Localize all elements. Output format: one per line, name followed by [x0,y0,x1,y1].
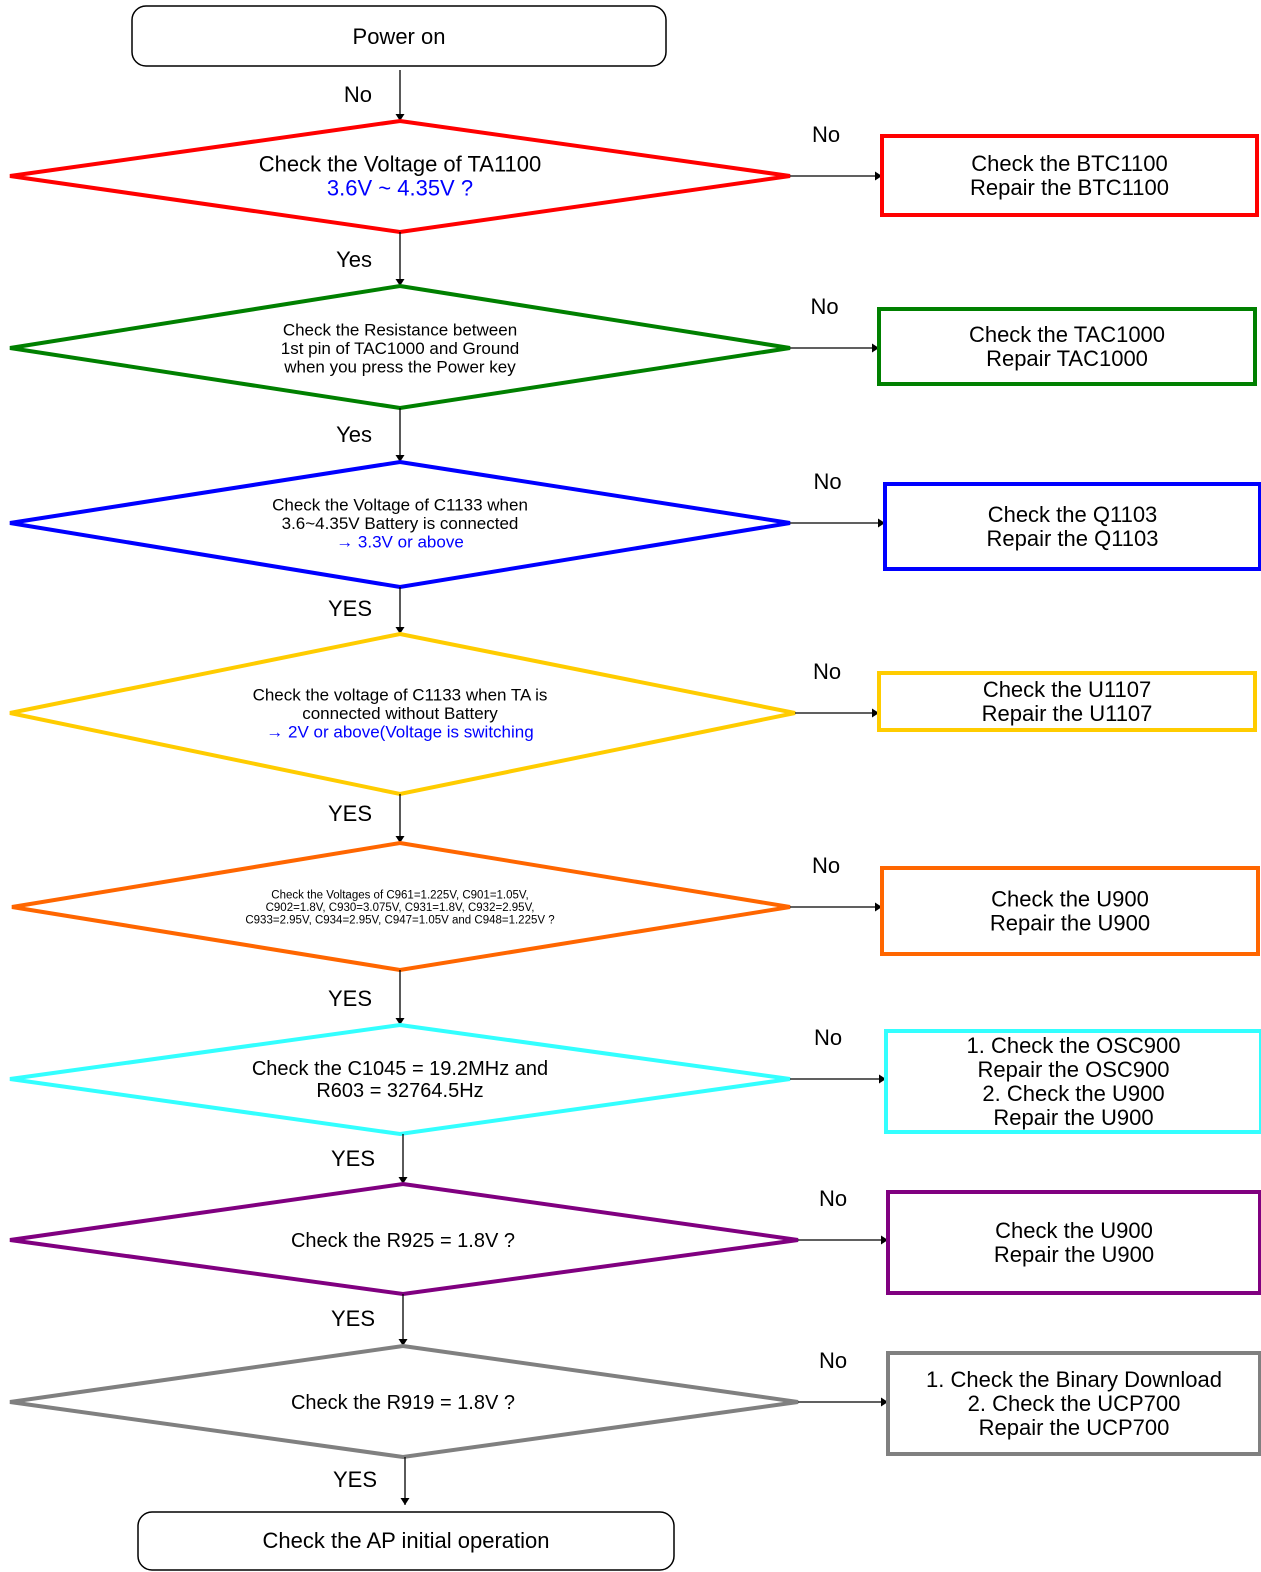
repair-text: Check the TAC1000 [968,322,1166,348]
decision-text: 1st pin of TAC1000 and Ground [280,338,520,358]
repair-text: 2. Check the U900 [982,1081,1165,1107]
decision-step-8 [10,1294,1260,1457]
repair-text: Repair the U900 [993,1105,1154,1131]
decision-text: Check the voltage of C1133 when TA is [252,685,548,705]
decision-step-4 [10,587,1255,794]
decision-text: R603 = 32764.5Hz [316,1080,484,1102]
repair-text: 1. Check the Binary Download [926,1367,1222,1393]
decision-text: Check the R925 = 1.8V ? [290,1230,516,1252]
decision-text: Check the Voltage of TA1100 [258,151,542,177]
repair-text: Check the U900 [995,1218,1153,1244]
repair-text: Repair the U1107 [981,701,1153,727]
decision-text: Check the C1045 = 19.2MHz and [251,1058,549,1080]
repair-text: Check the U1107 [982,677,1152,703]
no-label: No [811,853,841,878]
decision-step-7 [10,1134,1260,1294]
repair-text: 2. Check the UCP700 [967,1391,1181,1417]
repair-text: Check the U900 [991,886,1149,912]
connector-label: YES [327,596,372,621]
decision-text: when you press the Power key [284,357,516,377]
connector-label: No [343,82,372,107]
decision-text: Check the R919 = 1.8V ? [290,1392,516,1414]
repair-text: Repair the U900 [993,1242,1155,1268]
no-label: No [810,294,839,319]
decision-text: Check the Voltages of C961=1.225V, C901=1.05V, [271,889,529,902]
decision-text: C902=1.8V, C930=3.075V, C931=1.8V, C932=2.95V, [265,902,535,915]
no-label: No [818,1348,848,1373]
connector-label: YES [327,986,372,1011]
start-terminal [132,6,666,66]
decision-step-2 [10,232,1255,408]
decision-text: connected without Battery [302,703,498,723]
no-label: No [813,1025,843,1050]
decision-note: 3.6V ~ 4.35V ? [326,175,474,201]
connector-label: Yes [336,422,372,447]
decision-note: → 3.3V or above [336,532,464,552]
connector-label: YES [327,801,372,826]
connector-label: YES [330,1146,375,1171]
end-terminal [138,1512,674,1570]
decision-text: C933=2.95V, C934=2.95V, C947=1.05V and C948=1.225V ? [245,914,555,927]
decision-step-6 [10,970,1261,1134]
decision-text: 3.6~4.35V Battery is connected [281,513,519,533]
end-label: Check the AP initial operation [262,1528,550,1553]
no-label: No [812,659,842,684]
decision-step-5 [12,794,1258,970]
decision-steps [10,70,1261,1505]
start-label: Power on [352,24,446,49]
decision-note: → 2V or above(Voltage is switching [266,722,534,742]
repair-text: Repair the OSC900 [977,1057,1170,1083]
repair-text: 1. Check the OSC900 [966,1033,1181,1059]
connector-label: YES [330,1306,375,1331]
no-label: No [818,1186,848,1211]
repair-text: Repair the UCP700 [978,1415,1170,1441]
no-label: No [811,122,841,147]
repair-text: Check the Q1103 [987,502,1158,528]
final-connector [333,1457,405,1505]
decision-text: Check the Voltage of C1133 when [272,495,528,515]
repair-text: Repair the BTC1100 [970,175,1169,201]
repair-text: Check the BTC1100 [971,151,1168,177]
connector-label: YES [332,1467,377,1492]
decision-step-3 [10,408,1260,587]
repair-text: Repair the U900 [989,910,1151,936]
decision-step-1 [10,70,1257,232]
repair-text: Repair the Q1103 [986,526,1159,552]
connector-label: Yes [336,247,372,272]
decision-text: Check the Resistance between [282,320,518,340]
no-label: No [813,469,842,494]
repair-text: Repair TAC1000 [986,346,1148,372]
